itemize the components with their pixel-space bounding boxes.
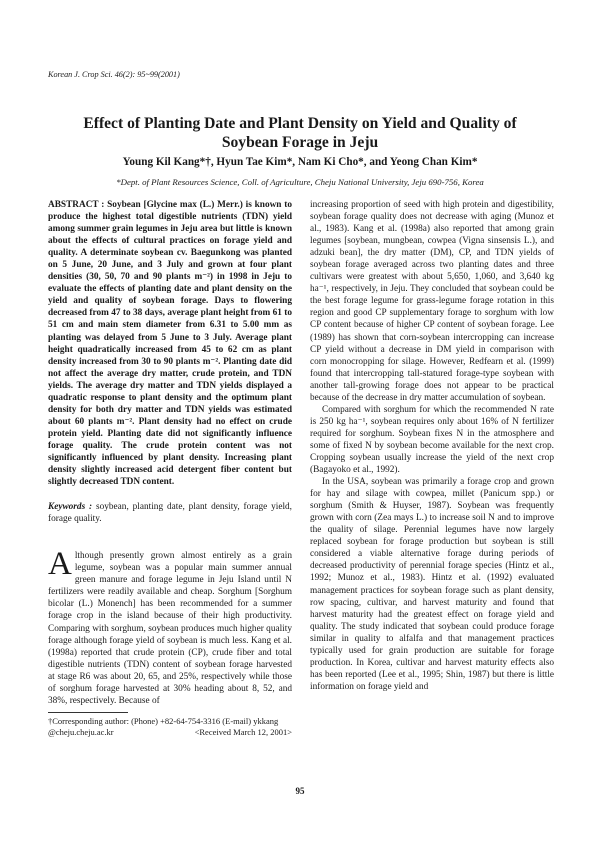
author-list: Young Kil Kang*†, Hyun Tae Kim*, Nam Ki Cho*, and Yeong Chan Kim* bbox=[122, 156, 478, 168]
received-date: <Received March 12, 2001> bbox=[194, 727, 292, 737]
introduction-text: lthough presently grown almost entirely as a grain legume, soybean was a popular main summer annual green manure and forage legume in Jeju Island until N fertilizers were readily available and cheap. Sorghum [Sorghum bicolar (L.) Monench] has been recommended for a summer forage crop in the island because of their high productivity. Comparing with sorghum, soybean produces much higher quality forage although forage yield of soybean is much less. Kang et al. (1998a) reported that crude protein (CP), crude fiber and total digestible nutrients (TDN) content of soybean forage harvested at stage R6 was about 20, 65, and 25%, respectively while those of sorghum forage harvested at 30% heading about 8, 52, and 38%, respectively. Because of bbox=[48, 551, 292, 706]
footnote-email: @cheju.cheju.ac.kr bbox=[48, 727, 114, 737]
keywords bbox=[48, 501, 292, 525]
footnote-line-2 bbox=[48, 727, 292, 738]
abstract bbox=[48, 199, 292, 488]
body-paragraph-3: In the USA, soybean was primarily a forage crop and grown for hay and silage with cowpea, millet (Panicum spp.) or sorghum (Smith & Huyser, 1987). Soybean was frequently grown with corn (Zea mays L.) to increase soil N and to improve the quality of silage. Perennial legumes have now largely replaced soybean for forage production but soybean is still considered a viable alternative forage during periods of decreased productivity of perennial forage species (Hintz et al., 1992; Munoz et al., 1983). Hintz et al. (1992) evaluated management practices for soybean forage such as plant density, row spacing, cultivar, and harvest maturity and found that harvest maturity had the greatest effect on forage yield and quality. The study indicated that soybean could produce forage similar in quality to alfalfa and that management practices typically used for grain production are suitable for forage production. In Korea, cultivar and harvest maturity effects also has been reported (Lee et al., 1995; Shin, 1987) but there is little information on forage yield and bbox=[310, 477, 554, 692]
right-column bbox=[310, 199, 554, 693]
drop-cap: A bbox=[48, 546, 72, 583]
body-paragraph-2: Compared with sorghum for which the recommended N rate is 250 kg ha⁻¹, soybean requires only about 16% of N fertilizer required for sorghum. Soybean fixes N in the atmosphere and some of fixed N by soybean become available for the next crop. Cropping soybean usually increase the yield of the next crop (Bagayoko et al., 1992). bbox=[310, 404, 554, 476]
footnote-divider bbox=[48, 712, 128, 713]
footnote-line-1: †Corresponding author: (Phone) +82-64-754-3316 (E-mail) ykkang bbox=[48, 716, 279, 726]
journal-citation: Korean J. Crop Sci. 46(2): 95~99(2001) bbox=[48, 70, 180, 79]
introduction-paragraph bbox=[48, 546, 292, 707]
abstract-label: ABSTRACT : bbox=[48, 200, 105, 210]
keywords-text: soybean, planting date, plant density, forage yield, forage quality. bbox=[48, 502, 293, 525]
affiliation: *Dept. of Plant Resources Science, Coll. of Agriculture, Cheju National University, Jeju 690-756, Korea bbox=[116, 177, 484, 187]
title-line-1: Effect of Planting Date and Plant Density on Yield and Quality of bbox=[83, 115, 517, 132]
footnote bbox=[48, 716, 292, 738]
page-number: 95 bbox=[295, 786, 305, 796]
paper-title bbox=[40, 114, 560, 152]
abstract-text: Soybean [Glycine max (L.) Merr.) is known to produce the highest total digestible nutrients (TDN) yield among summer grain legumes in Jeju area but little is known about the effects of cultural practices on forage yield and quality. A determinate soybean cv. Baegunkong was planted on 5 June, 20 June, and 3 July and grown at four plant densities (30, 50, 70 and 90 plants m⁻²) in 1998 in Jeju to evaluate the effects of planting date and plant density on the yield and quality of soybean forage. Days to flowering decreased from 47 to 38 days, average plant height from 61 to 51 cm and main stem diameter from 6.31 to 5.00 mm as planting was delayed from 5 June to 3 July. Average plant height quadratically increased from 45 to 62 cm as plant density increased from 30 to 90 plants m⁻². Planting date did not affect the average dry matter, crude protein, and TDN yields. The average dry matter and TDN yields displayed a quadratic response to plant density and the optimum plant density for both dry matter and TDN yields was estimated about 60 plants m⁻². Plant density had no effect on crude protein yield. Planting date did not significantly influence forage quality. The crude protein content was not significantly influenced by plant density. Increasing plant density slightly increased acid detergent fiber content but slightly decreased TDN content. bbox=[48, 200, 292, 488]
body-paragraph-1: increasing proportion of seed with high protein and digestibility, soybean forage quality does not decrease with aging (Munoz et al., 1983). Kang et al. (1998a) also reported that among grain legumes [soybean, mungbean, cowpea (Vigna sinsensis L.), and adzuki bean], the dry matter (DM), CP, and TDN yields of soybean forage averaged across two planting dates and three cultivars were greatest with about 5,650, 1,060, and 3,640 kg ha⁻¹, respectively, in Jeju. They concluded that soybean could be the best forage legume for grass-legume forage rotation in this region and good CP supplementary forage to sorghum with low CP content because of higher CP content of soybean forage. Lee (1989) has shown that corn-soybean intercropping can increase CP yield without a decrease in DM yield in comparison with corn monocropping for silage. However, Redfearn et al. (1999) found that intercropping tall-statured forage-type soybean with another tall-growing forage does not appear to be practical because of the decrease in dry matter accumulation of soybean. bbox=[310, 200, 554, 403]
keywords-label: Keywords : bbox=[48, 502, 93, 513]
title-line-2: Soybean Forage in Jeju bbox=[221, 134, 379, 151]
left-column bbox=[48, 199, 292, 707]
